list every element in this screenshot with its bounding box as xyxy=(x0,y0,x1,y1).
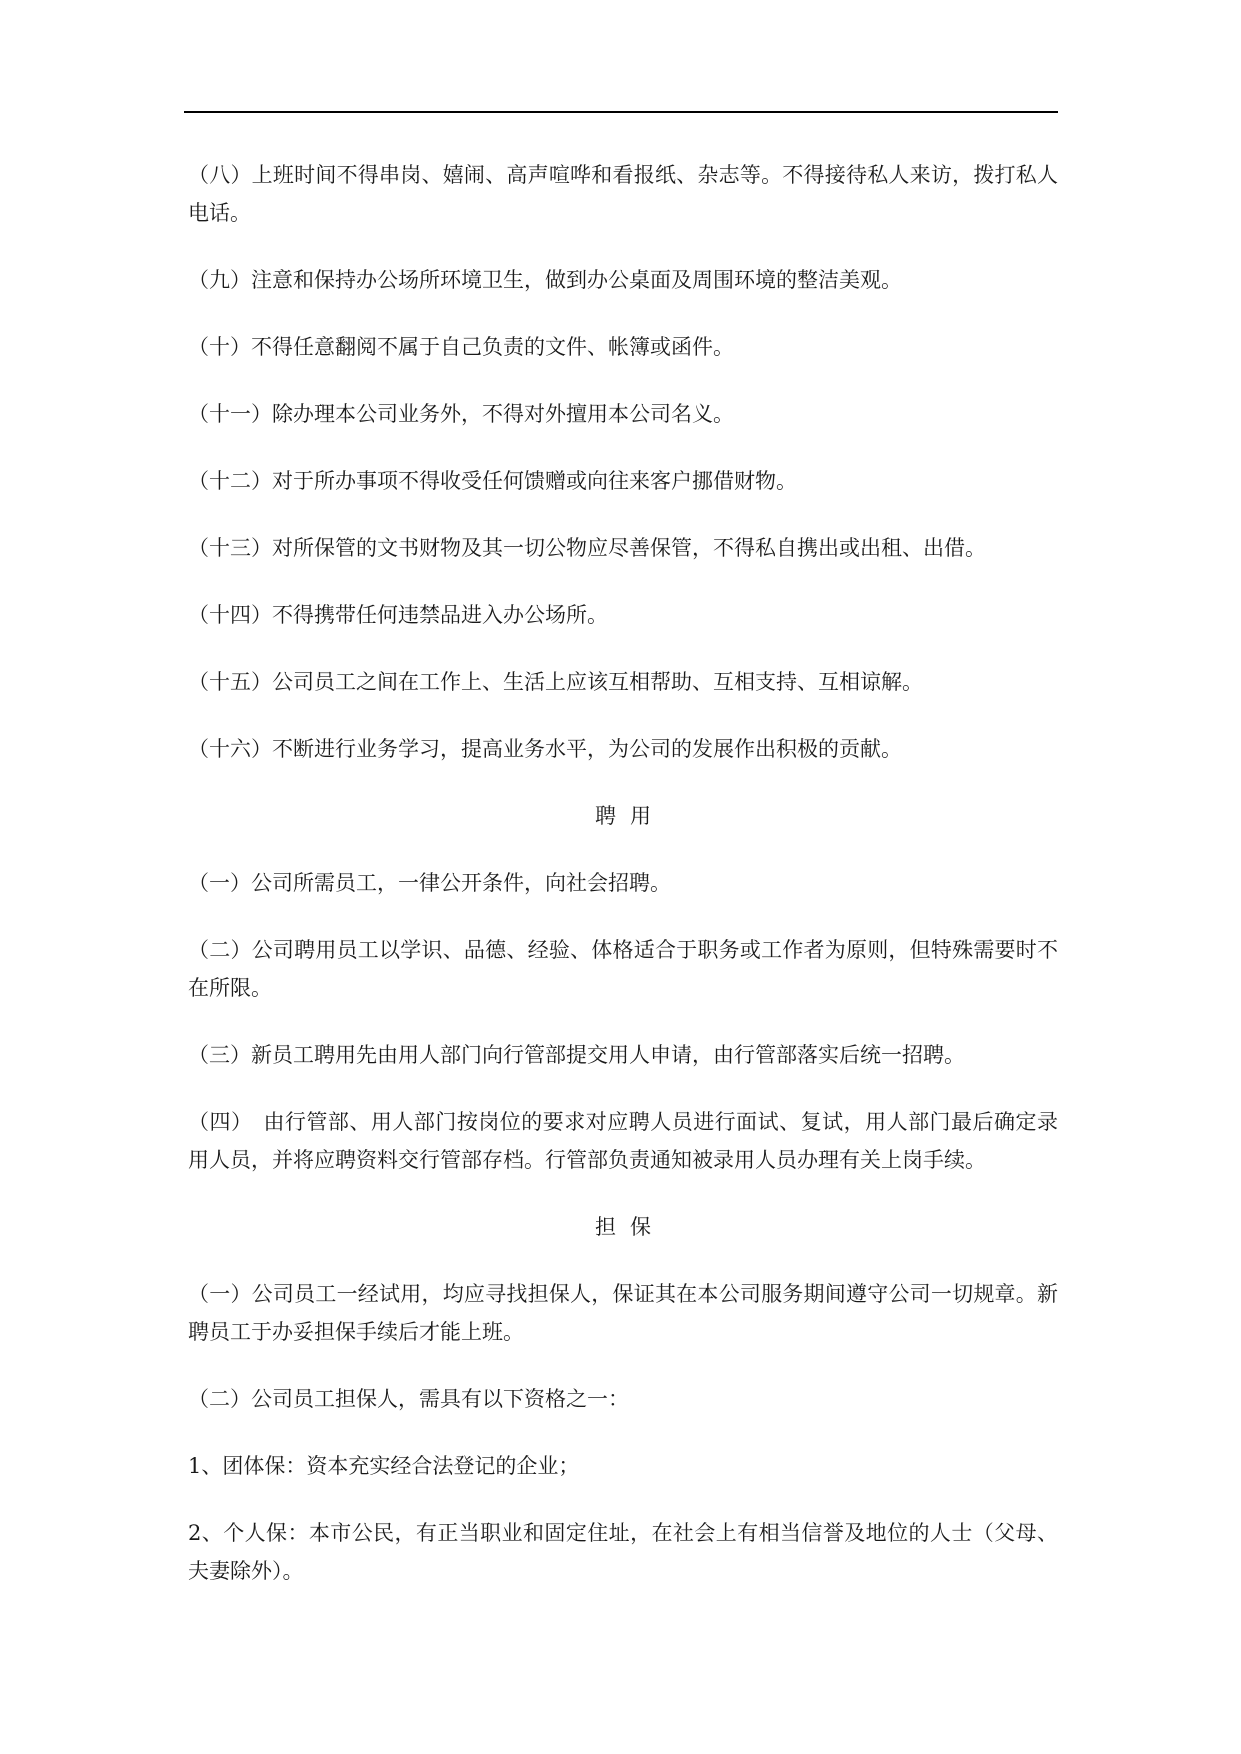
guarantee-option-2: 2、个人保：本市公民，有正当职业和固定住址，在社会上有相当信誉及地位的人士（父母、夫妻除外）。 xyxy=(188,1521,1058,1583)
guarantee-clause-1: （一）公司员工一经试用，均应寻找担保人，保证其在本公司服务期间遵守公司一切规章。新聘员工于办妥担保手续后才能上班。 xyxy=(188,1282,1058,1344)
clause-14: （十四）不得携带任何违禁品进入办公场所。 xyxy=(188,603,608,627)
clause-13: （十三）对所保管的文书财物及其一切公物应尽善保管，不得私自携出或出租、出借。 xyxy=(188,536,986,560)
clause-10: （十）不得任意翻阅不属于自己负责的文件、帐簿或函件。 xyxy=(188,335,734,359)
clause-12: （十二）对于所办事项不得收受任何馈赠或向往来客户挪借财物。 xyxy=(188,469,797,493)
hiring-clause-1: （一）公司所需员工，一律公开条件，向社会招聘。 xyxy=(188,871,671,895)
hiring-clause-2: （二）公司聘用员工以学识、品德、经验、体格适合于职务或工作者为原则，但特殊需要时不在所限。 xyxy=(188,938,1058,1000)
section-heading-hiring: 聘用 xyxy=(595,804,665,828)
guarantee-option-1: 1、团体保：资本充实经合法登记的企业； xyxy=(188,1454,580,1478)
clause-11: （十一）除办理本公司业务外，不得对外擅用本公司名义。 xyxy=(188,402,734,426)
hiring-clause-3: （三）新员工聘用先由用人部门向行管部提交用人申请，由行管部落实后统一招聘。 xyxy=(188,1043,965,1067)
clause-15: （十五）公司员工之间在工作上、生活上应该互相帮助、互相支持、互相谅解。 xyxy=(188,670,923,694)
section-heading-guarantee: 担保 xyxy=(595,1215,665,1239)
hiring-clause-4: （四） 由行管部、用人部门按岗位的要求对应聘人员进行面试、复试，用人部门最后确定录用人员，并将应聘资料交行管部存档。行管部负责通知被录用人员办理有关上岗手续。 xyxy=(188,1110,1058,1172)
clause-9: （九）注意和保持办公场所环境卫生，做到办公桌面及周围环境的整洁美观。 xyxy=(188,268,902,292)
clause-16: （十六）不断进行业务学习，提高业务水平，为公司的发展作出积极的贡献。 xyxy=(188,737,902,761)
guarantee-clause-2: （二）公司员工担保人，需具有以下资格之一： xyxy=(188,1387,629,1411)
clause-8: （八）上班时间不得串岗、嬉闹、高声喧哗和看报纸、杂志等。不得接待私人来访，拨打私人电话。 xyxy=(188,163,1058,225)
document-body xyxy=(188,156,1058,1619)
header-rule xyxy=(184,111,1058,113)
